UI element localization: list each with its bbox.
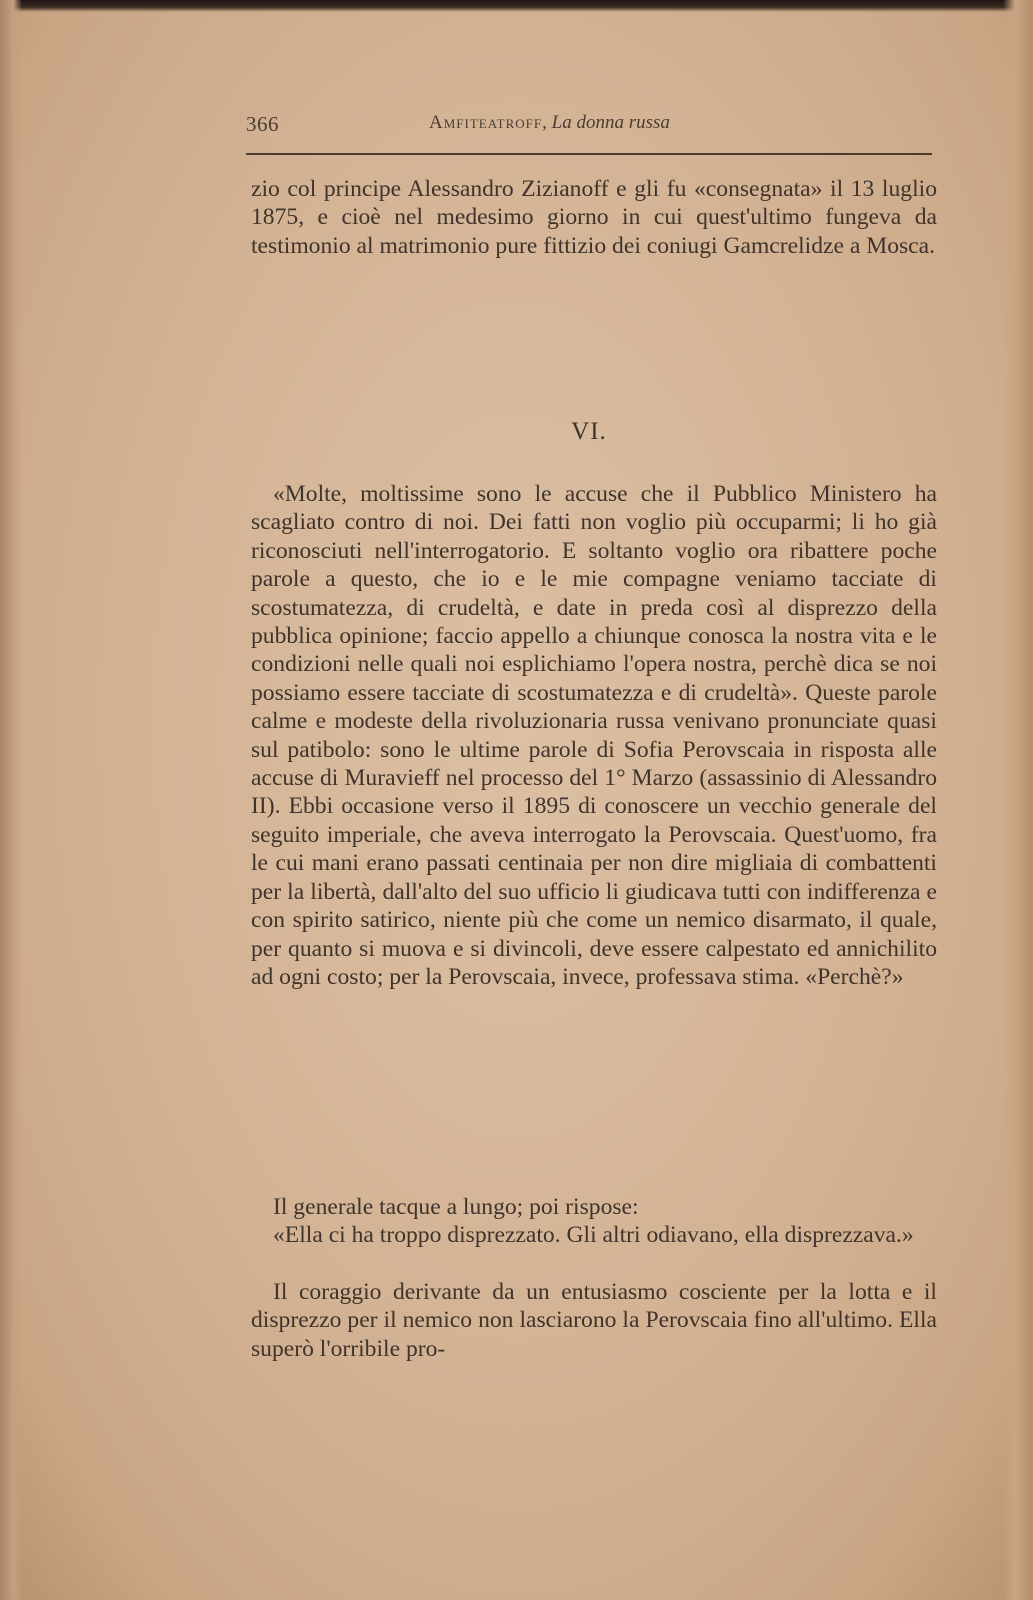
running-title-author: Amfiteatroff xyxy=(429,112,543,133)
paragraph-1: zio col principe Alessandro Zizianoff e gli fu «consegnata» il 13 luglio 1875, e cioè nel medesimo giorno in cui quest'ultimo fungeva da testimonio al matrimonio pure fittizio dei coniugi Gamcrelidze a Mosca. xyxy=(251,176,937,259)
running-title-separator: , xyxy=(542,112,552,133)
paragraph-5: Il coraggio derivante da un entusiasmo cosciente per la lotta e il disprezzo per il nemico non lasciarono la Perovscaia fino all'ultimo. Ella superò l'orribile pro- xyxy=(251,1279,937,1362)
paragraph-3: Il generale tacque a lungo; poi rispose: xyxy=(273,1194,639,1220)
page-right-edge xyxy=(1003,0,1033,1600)
page-left-edge xyxy=(0,0,22,1600)
page-number: 366 xyxy=(246,112,279,136)
page-top-edge xyxy=(0,0,1033,12)
paragraph-4: «Ella ci ha troppo disprezzato. Gli altri odiavano, ella disprezzava.» xyxy=(273,1222,914,1248)
section-heading: VI. xyxy=(571,418,607,445)
paragraph-2: «Molte, moltissime sono le accuse che il Pubblico Ministero ha scagliato contro di noi. Dei fatti non voglio più occuparmi; li ho già riconosciuti nell'interrogatorio. E soltanto voglio ora ribattere poche parole a questo, che io e le mie compagne veniamo tacciate di scostumatezza, di crudeltà, e date in preda così al disprezzo della pubblica opinione; faccio appello a chiunque conosca la nostra vita e le condizioni nelle quali noi esplichiamo l'opera nostra, perchè dica se noi possiamo essere tacciate di scostumatezza e di crudeltà». Queste parole calme e modeste della rivoluzionaria russa venivano pronunciate quasi sul patibolo: sono le ultime parole di Sofia Perovscaia in risposta alle accuse di Muravieff nel processo del 1° Marzo (assassinio di Alessandro II). Ebbi occasione verso il 1895 di conoscere un vecchio generale del seguito imperiale, che aveva interrogato la Perovscaia. Quest'uomo, fra le cui mani erano passati centinaia per non dire migliaia di combattenti per la libertà, dall'alto del suo ufficio li giudicava tutti con indifferenza e con spirito satirico, niente più che come un nemico disarmato, il quale, per quanto si muova e si divincoli, deve essere calpestato ed annichilito ad ogni costo; per la Perovscaia, invece, professava stima. «Perchè?» xyxy=(251,481,937,990)
running-title xyxy=(429,112,670,134)
running-head xyxy=(246,108,932,140)
running-title-book: La donna russa xyxy=(551,112,670,133)
header-rule xyxy=(246,153,932,155)
